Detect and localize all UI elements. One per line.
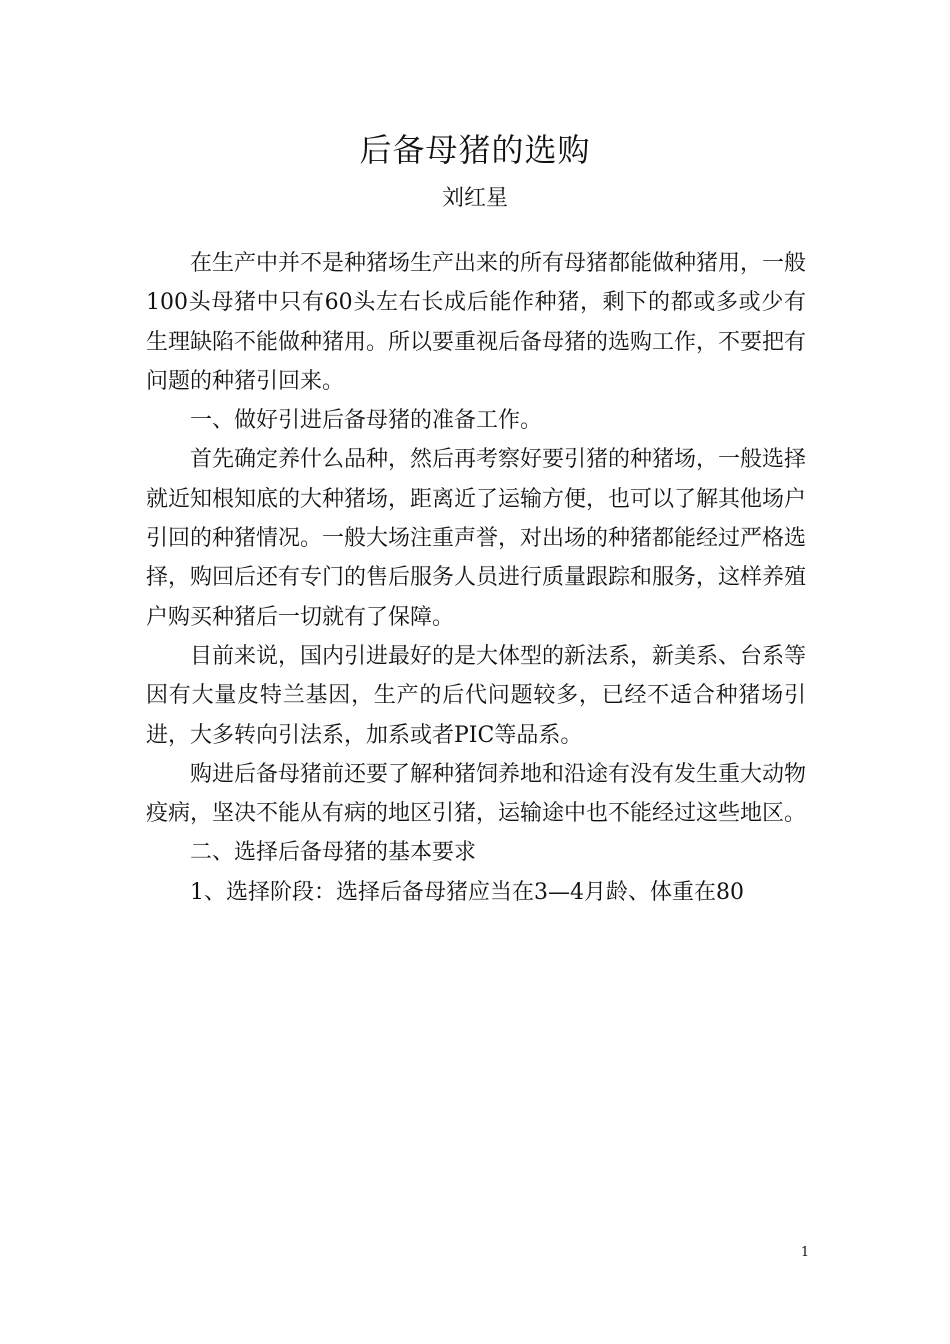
page-number: 1: [800, 1245, 810, 1260]
document-author: 刘红星: [441, 186, 508, 211]
paragraph: 在生产中并不是种猪场生产出来的所有母猪都能做种猪用，一般100头母猪中只有60头左右长成后能作种猪，剩下的都或多或少有生理缺陷不能做种猪用。所以要重视后备母猪的选购工作，不要把有问题的种猪引回来。: [146, 251, 807, 394]
paragraph: 1、选择阶段：选择后备母猪应当在3—4月龄、体重在80: [190, 879, 744, 905]
paragraph: 目前来说，国内引进最好的是大体型的新法系，新美系、台系等因有大量皮特兰基因，生产的后代问题较多，已经不适合种猪场引进，大多转向引法系，加系或者PIC等品系。: [146, 643, 807, 748]
document-body: [146, 244, 806, 912]
document-title: 后备母猪的选购: [359, 131, 591, 169]
section-heading: 二、选择后备母猪的基本要求: [190, 840, 477, 866]
paragraph: 购进后备母猪前还要了解种猪饲养地和沿途有没有发生重大动物疫病，坚决不能从有病的地区引猪，运输途中也不能经过这些地区。: [146, 761, 807, 827]
section-heading: 一、做好引进后备母猪的准备工作。: [190, 408, 543, 434]
paragraph: 首先确定养什么品种，然后再考察好要引猪的种猪场，一般选择就近知根知底的大种猪场，距离近了运输方便，也可以了解其他场户引回的种猪情况。一般大场注重声誉，对出场的种猪都能经过严格选择，购回后还有专门的售后服务人员进行质量跟踪和服务，这样养殖户购买种猪后一切就有了保障。: [146, 447, 807, 630]
